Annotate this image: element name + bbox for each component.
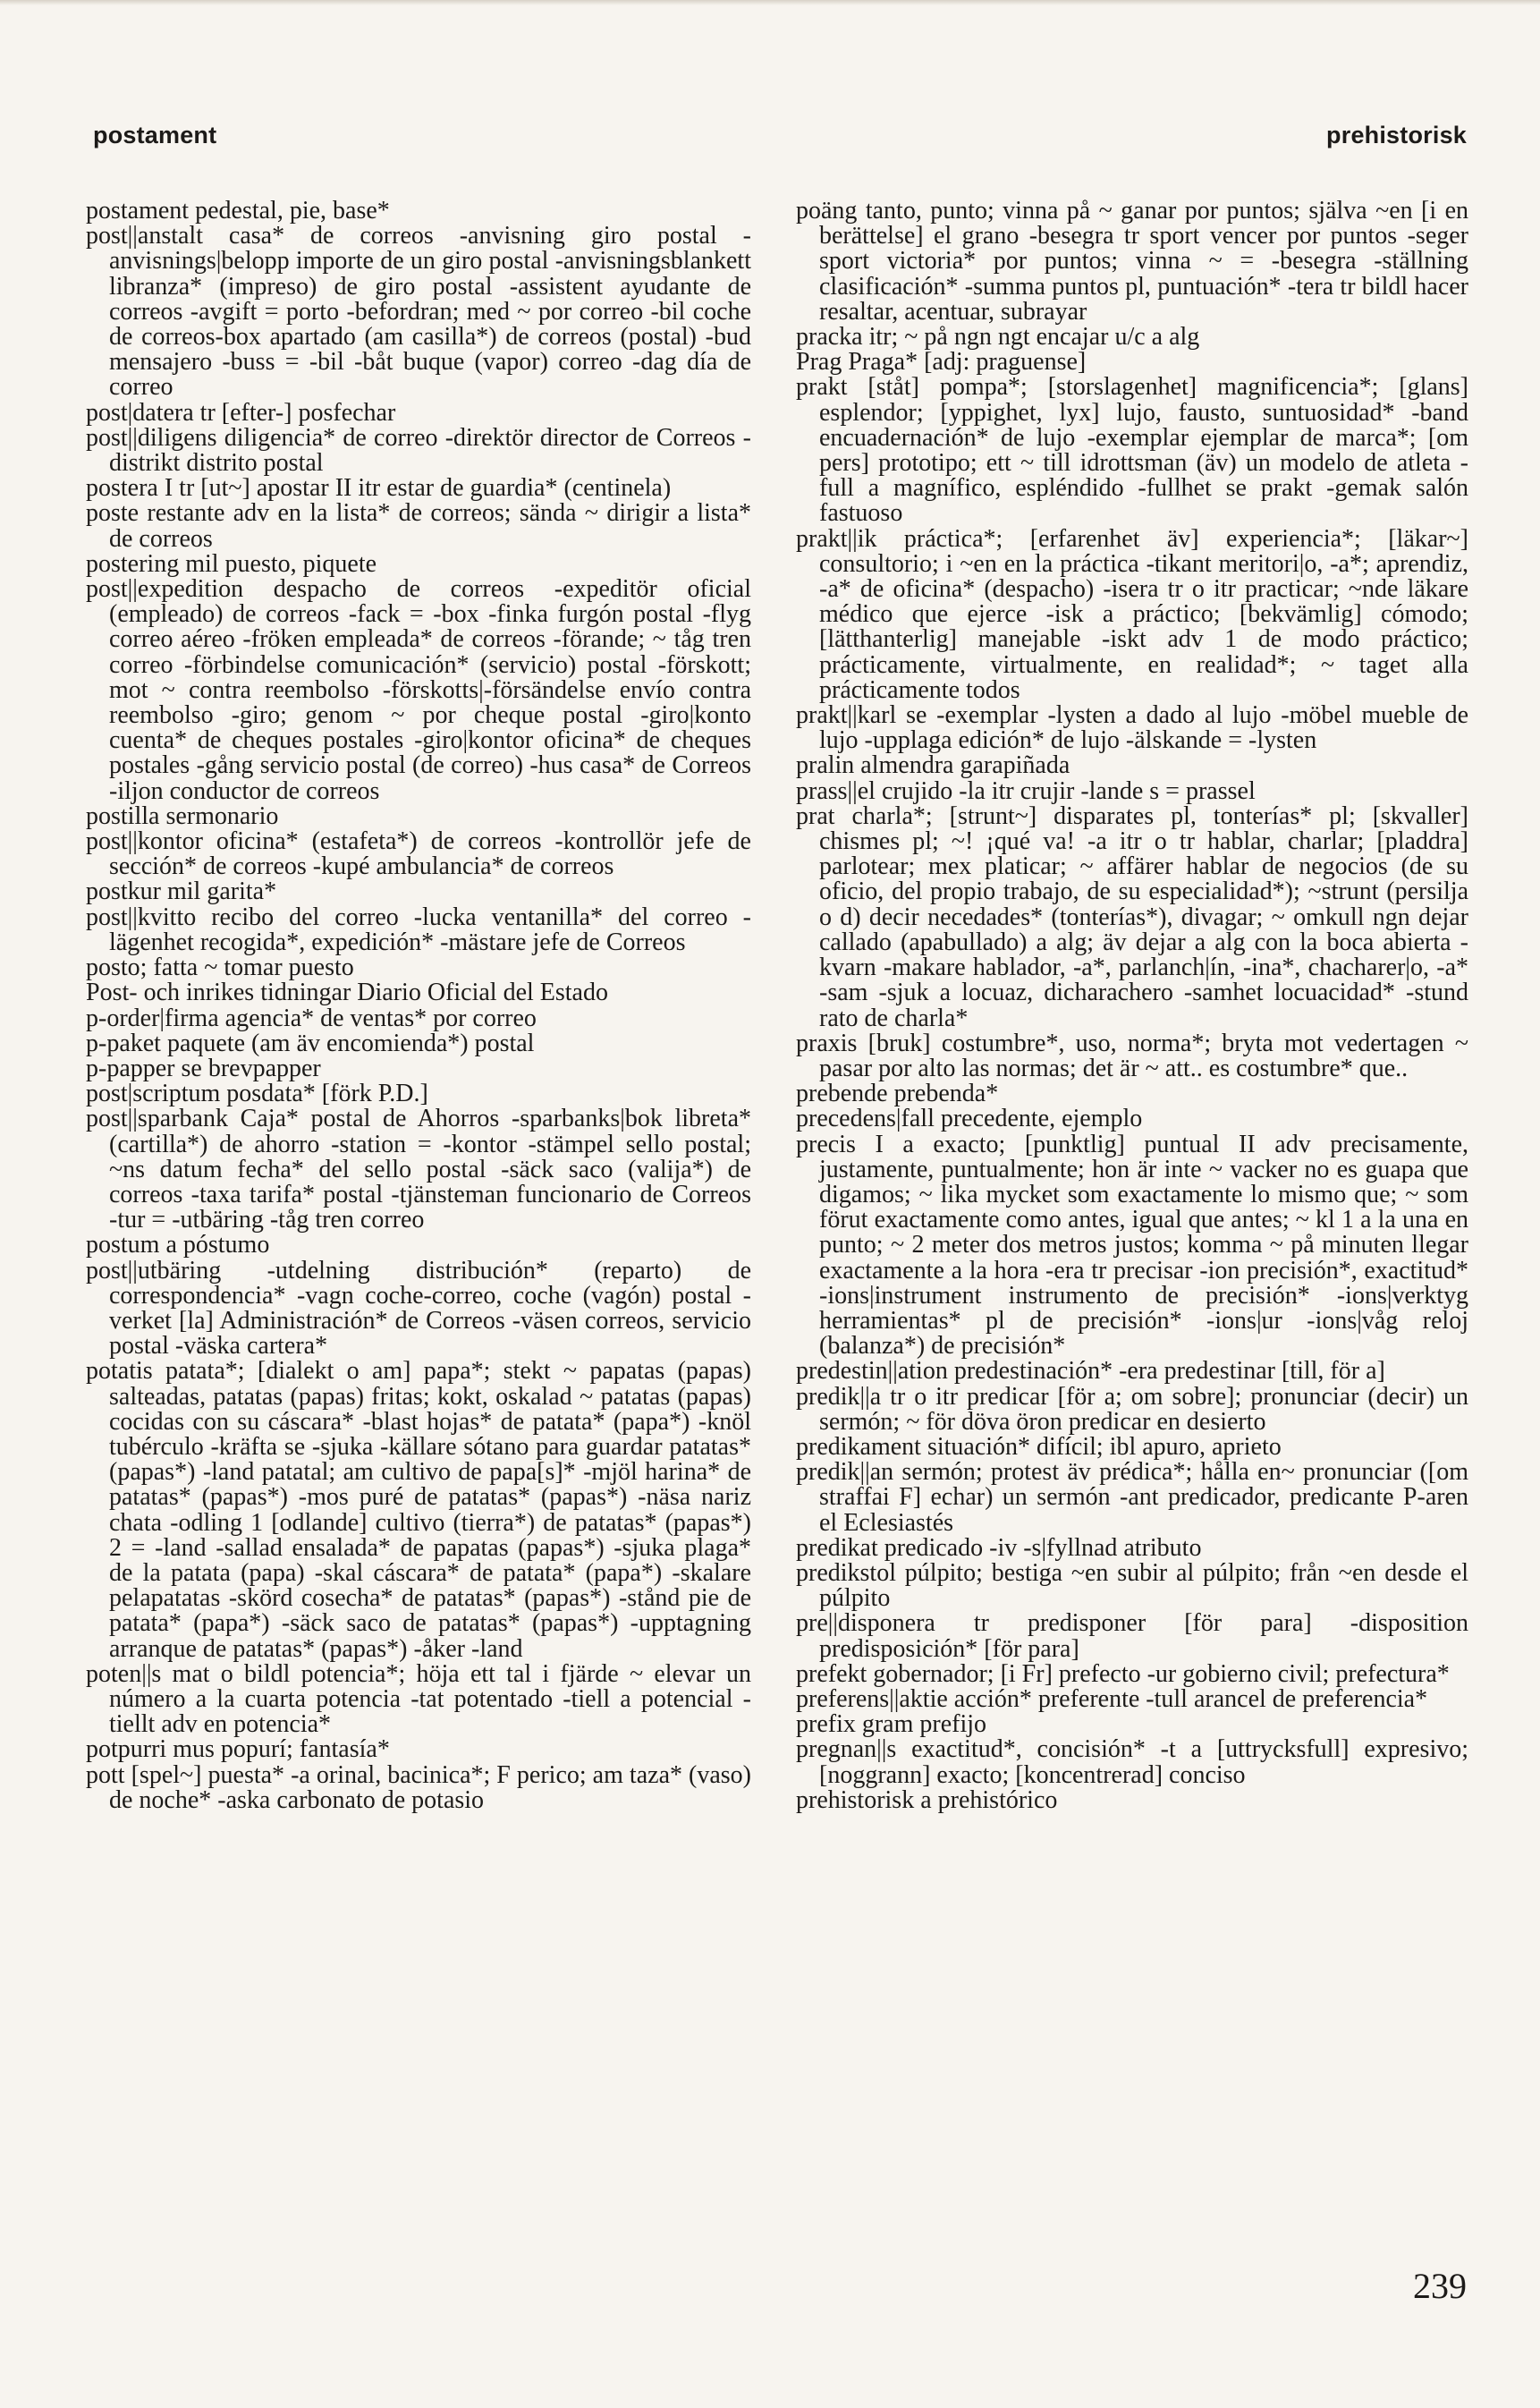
dictionary-entry: postament pedestal, pie, base* [86,197,390,225]
dictionary-entry: p-paket paquete (am äv encomienda*) postal [86,1029,535,1057]
dictionary-entry: predikat predicado -iv -s|fyllnad atributo [796,1533,1202,1562]
dictionary-entry: p-order|firma agencia* de ventas* por correo [86,1004,537,1032]
dictionary-entry: poste restante adv en la lista* de correos; sända ~ dirigir a lista* de correos [86,499,751,553]
dictionary-entry: pregnan||s exactitud*, concisión* -t a [uttrycksfull] expresivo; [noggrann] exacto; [koncentrerad] conciso [796,1735,1468,1789]
dictionary-entry: post||sparbank Caja* postal de Ahorros -sparbanks|bok libreta* (cartilla*) de ahorro -station = -kontor -stämpel sello postal; ~ns datum fecha* del sello postal -säck saco (valija*) de correos -taxa tarifa* postal -tjänsteman funcionario de Correos -tur = -utbäring -tåg tren correo [86,1105,751,1234]
dictionary-entry: prakt [ståt] pompa*; [storslagenhet] magnificencia*; [glans] esplendor; [yppighet, lyx] lujo, fausto, suntuosidad* -band encuadernación* de lujo -exemplar ejemplar de marca*; [om pers] prototipo; ett ~ till idrottsman (äv) un modelo de atleta -full a magnífico, espléndido -fullhet se prakt -gemak salón fastuoso [796,373,1468,528]
dictionary-entry: prehistorisk a prehistórico [796,1785,1058,1814]
dictionary-entry: Post- och inrikes tidningar Diario Oficial del Estado [86,979,608,1007]
dictionary-entry: pracka itr; ~ på ngn ngt encajar u/c a alg [796,323,1200,352]
dictionary-entry: predik||an sermón; protest äv prédica*; hålla en~ pronunciar ([om straffai F] echar) un sermón -ant predicador, predicante P-aren el Eclesiastés [796,1458,1468,1537]
dictionary-entry: postkur mil garita* [86,878,277,906]
dictionary-entry: pralin almendra garapiñada [796,751,1070,780]
dictionary-entry: predestin||ation predestinación* -era predestinar [till, för a] [796,1357,1385,1386]
dictionary-entry: postera I tr [ut~] apostar II itr estar de guardia* (centinela) [86,474,672,503]
column-right [796,199,1468,1813]
dictionary-entry: prat charla*; [strunt~] disparates pl, tonterías* pl; [skvaller] chismes pl; ~! ¡qué va! -a itr o tr hablar, charlar; [pladdra] parlotear; mex platicar; ~ affärer hablar de negocios (de su oficio, del propio trabajo, de su especialidad*); ~strunt (persilja o d) decir necedades* (tonterías*), divagar; ~ omkull ngn dejar callado (apabullado) a alg; äv dejar a alg con la boca abierta -kvarn -makare hablador, -a*, parlanch|ín, -ina*, chacharer|o, -a* -sam -sjuk a locuaz, dicharachero -samhet locuacidad* -stund rato de charla* [796,801,1468,1032]
dictionary-entry: post||kvitto recibo del correo -lucka ventanilla* del correo -lägenhet recogida*, expedición* -mästare jefe de Correos [86,903,751,956]
dictionary-entry: predik||a tr o itr predicar [för a; om sobre]; pronunciar (decir) un sermón; ~ för döva öron predicar en desierto [796,1382,1468,1436]
dictionary-entry: poäng tanto, punto; vinna på ~ ganar por puntos; själva ~en [i en berättelse] el grano -besegra tr sport vencer por puntos -seger sport victoria* por puntos; vinna ~ = -besegra -ställning clasificación* -summa puntos pl, puntuación* -tera tr bildl hacer resaltar, acentuar, subrayar [796,197,1468,326]
dictionary-entry: post|datera tr [efter-] posfechar [86,398,396,427]
dictionary-entry: pre||disponera tr predisponer [för para] -disposition predisposición* [för para] [796,1609,1468,1663]
dictionary-entry: predikament situación* difícil; ibl apuro, aprieto [796,1432,1282,1461]
running-head-left: postament [93,122,217,148]
dictionary-entry: precedens|fall precedente, ejemplo [796,1105,1143,1133]
dictionary-entry: prebende prebenda* [796,1080,999,1108]
dictionary-entry: pott [spel~] puesta* -a orinal, bacinica*; F perico; am taza* (vaso) de noche* -aska carbonato de potasio [86,1760,751,1814]
dictionary-entry: postilla sermonario [86,801,279,830]
dictionary-entry: potatis patata*; [dialekt o am] papa*; stekt ~ papatas (papas) salteadas, patatas (papas) fritas; kokt, oskalad ~ patatas (papas) cocidas con su cáscara* -blast hojas* de patata* (papa*) -knöl tubérculo -kräfta se -sjuka -källare sótano para guardar patatas*(papas*) -land patatal; am cultivo de papa[s]* -mjöl harina* de patatas* (papas*) -mos puré de patatas* (papas*) -näsa nariz chata -odling 1 [odlande] cultivo (tierra*) de patatas* (papas*) 2 = -land -sallad ensalada* de papatas (papas*) -sjuka plaga* de la patata (papa) -skal cáscara* de patata* (papa*) -skalare pelapatatas -skörd cosecha* de patatas* (papas*) -stånd pie de patata* (papa*) -säck saco de patatas* (papas*) -upptagning arranque de patatas* (papas*) -åker -land [86,1357,751,1663]
dictionary-entry: poten||s mat o bildl potencia*; höja ett tal i fjärde ~ elevar un número a la cuarta potencia -tat potentado -tiell a potencial -tiellt adv en potencia* [86,1659,751,1739]
dictionary-entry: posto; fatta ~ tomar puesto [86,954,354,982]
dictionary-entry: praxis [bruk] costumbre*, uso, norma*; bryta mot vedertagen ~ pasar por alto las normas; det är ~ att.. es costumbre* que.. [796,1029,1468,1082]
dictionary-entry: post||kontor oficina* (estafeta*) de correos -kontrollör jefe de sección* de correos -kupé ambulancia* de correos [86,827,751,881]
column-left [86,199,751,1813]
dictionary-entry: postum a póstumo [86,1231,270,1259]
dictionary-entry: potpurri mus popurí; fantasía* [86,1735,390,1764]
dictionary-entry: Prag Praga* [adj: praguense] [796,348,1087,377]
page-top-edge [0,0,1540,5]
dictionary-entry: prass||el crujido -la itr crujir -lande s = prassel [796,776,1256,805]
dictionary-entry: post||diligens diligencia* de correo -direktör director de Correos -distrikt distrito postal [86,423,751,478]
dictionary-entry: post||utbäring -utdelning distribución* (reparto) de correspondencia* -vagn coche-correo, coche (vagón) postal -verket [la] Administración* de Correos -väsen correos, servicio postal -väska cartera* [86,1256,751,1361]
dictionary-entry: post||expedition despacho de correos -expeditör oficial (empleado) de correos -fack = -box -finka furgón postal -flyg correo aéreo -fröken empleada* de correos -förande; ~ tåg tren correo -förbindelse comunicación* (servicio) postal -förskott; mot ~ contra reembolso -förskotts|-försändelse envío contra reembolso -giro; genom ~ por cheque postal -giro|konto cuenta* de cheques postales -giro|kontor oficina* de cheques postales -gång servicio postal (de correo) -hus casa* de Correos -iljon conductor de correos [86,575,751,805]
running-head-right: prehistorisk [1326,122,1467,148]
dictionary-entry: prakt||karl se -exemplar -lysten a dado al lujo -möbel mueble de lujo -upplaga edición* de lujo -älskande = -lysten [796,701,1468,755]
dictionary-entry: prefix gram prefijo [796,1710,987,1739]
dictionary-entry: postering mil puesto, piquete [86,549,377,578]
dictionary-entry: prakt||ik práctica*; [erfarenhet äv] experiencia*; [läkar~] consultorio; i ~en en la práctica -tikant meritori|o, -a*; aprendiz, -a* de oficina* (despacho) -isera tr o itr practicar; ~nde läkare médico que ejerce -isk a práctico; [bekvämlig] cómodo; [lätthanterlig] manejable -iskt adv 1 de modo práctico; prácticamente, virtualmente, en realidad*; ~ taget alla prácticamente todos [796,524,1468,704]
dictionary-entry: preferens||aktie acción* preferente -tull arancel de preferencia* [796,1684,1428,1713]
page-number: 239 [1413,2266,1467,2306]
dictionary-entry: post||anstalt casa* de correos -anvisning giro postal -anvisnings|belopp importe de un giro postal -anvisningsblankett libranza* (impreso) de giro postal -assistent ayudante de correos -avgift = porto -befordran; med ~ por correo -bil coche de correos-box apartado (am casilla*) de correos (postal) -bud mensajero -buss = -bil -båt buque (vapor) correo -dag día de correo [86,222,751,402]
dictionary-entry: p-papper se brevpapper [86,1054,321,1082]
dictionary-entry: post|scriptum posdata* [förk P.D.] [86,1080,428,1108]
dictionary-entry: prefekt gobernador; [i Fr] prefecto -ur gobierno civil; prefectura* [796,1659,1450,1688]
dictionary-entry: precis I a exacto; [punktlig] puntual II adv precisamente, justamente, puntualmente; hon är inte ~ vacker no es guapa que digamos; ~ lika mycket som exactamente lo mismo que; ~ som förut exactamente como antes, igual que antes; ~ kl 1 a la una en punto; ~ 2 meter dos metros justos; komma ~ på minuten llegar exactamente a la hora -era tr precisar -ion precisión*, exactitud* -ions|instrument instrumento de precisión* -ions|verktyg herramientas* pl de precisión* -ions|ur -ions|våg reloj (balanza*) de precisión* [796,1130,1468,1361]
dictionary-entry: predikstol púlpito; bestiga ~en subir al púlpito; från ~en desde el púlpito [796,1558,1468,1613]
